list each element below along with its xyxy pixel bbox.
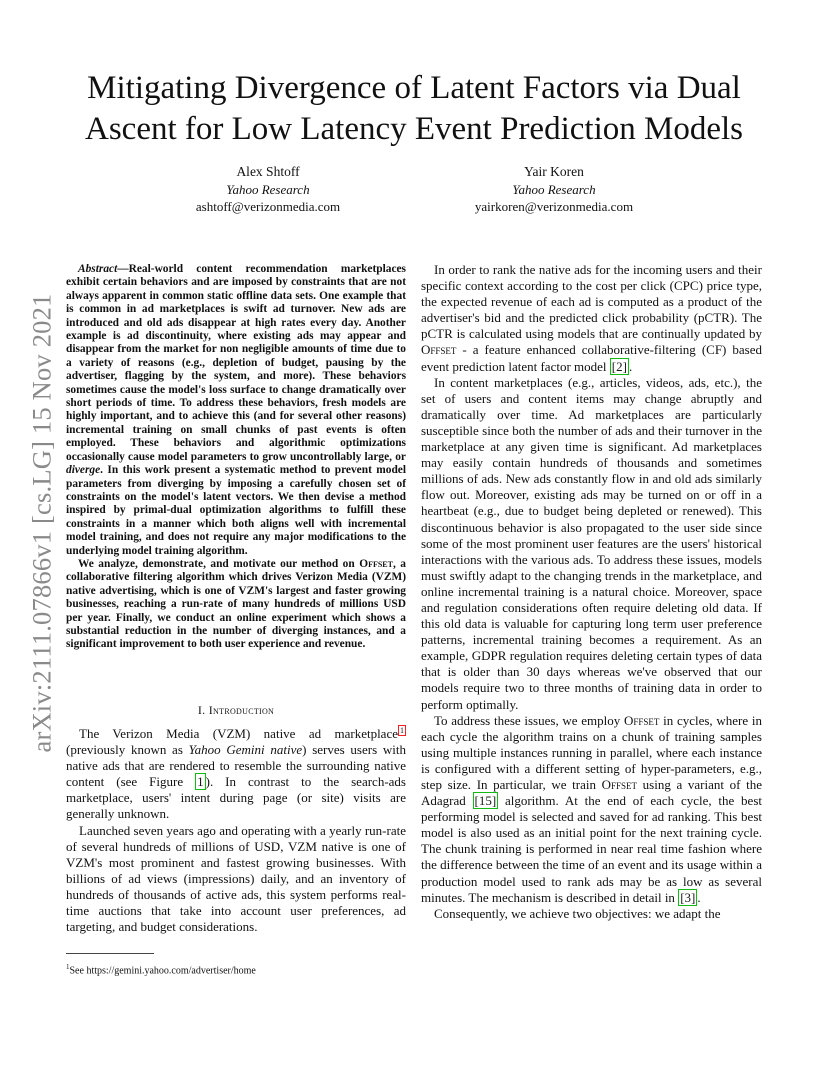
author-affiliation: Yahoo Research <box>226 181 310 197</box>
body-text: in cycles, where in each cycle the algorithm trains on a chunk of training samples using multiple instances running in parallel, where each instance is configured with a different setting of hyper-parameters, e.g., step size. In particular, we train <box>421 712 762 792</box>
body-text: - a feature enhanced collaborative-filtering (CF) based event prediction latent factor model <box>421 342 762 374</box>
right-paragraph-1 <box>421 262 762 375</box>
body-text: In order to rank the native ads for the incoming users and their specific context according to the cost per click (CPC) price type, the expected revenue of each ad is computed as a product of the advertiser's bid and the predicted click probability (pCTR). The pCTR is calculated using models that are continually updated by <box>421 262 762 342</box>
right-paragraph-3 <box>421 713 762 906</box>
author-name: Yair Koren <box>524 164 584 179</box>
arxiv-identifier: arXiv:2111.07866v1 [cs.LG] 15 Nov 2021 <box>26 292 57 753</box>
section-heading-introduction <box>66 703 406 718</box>
author-affiliation: Yahoo Research <box>512 181 596 197</box>
abstract-text: , a collaborative filtering algorithm which drives Verizon Media (VZM) native advertising, which is one of VZM's largest and faster growing businesses, reaching a run-rate of many hundreds of millions USD per year. Finally, we conduct an online experiment which shows a substantial reduction in the number of diverging instances, and a significant improvement to both user experience and revenue. <box>66 557 406 651</box>
intro-text: The Verizon Media (VZM) native ad marketplace <box>79 726 398 741</box>
author-email: ashtoff@verizonmedia.com <box>195 199 341 214</box>
intro-text: ). In contrast to the search-ads marketplace, users' intent during page (or site) visits are generally unknown. <box>66 774 406 822</box>
footnote-mark: 1 <box>66 963 70 971</box>
abstract-paragraph-1 <box>66 263 406 558</box>
intro-text: ) serves users with native ads that are rendered to resemble the surrounding native content (see Figure <box>66 742 406 790</box>
intro-text: (previously known as <box>66 742 189 758</box>
footnote <box>66 961 406 977</box>
abstract <box>66 263 406 652</box>
footnote-divider <box>66 953 154 954</box>
footnote-reference-link[interactable]: 1 <box>400 725 404 735</box>
intro-paragraph-2: Launched seven years ago and operating with a yearly run-rate of several hundreds of millions of USD, VZM native is one of VZM's most prominent and fastest growing businesses. With billions of ad views (impressions) daily, and an inventory of hundreds of thousands of active ads, this system performs real-time auctions that take into account user preferences, ad targeting, and budget considerations. <box>66 822 406 935</box>
section-title: Introduction <box>208 703 275 717</box>
abstract-paragraph-2 <box>66 558 406 652</box>
offset-name: Offset <box>421 342 457 358</box>
right-column-text <box>421 262 762 922</box>
author-block-2 <box>424 163 684 216</box>
author-block-1 <box>138 163 398 216</box>
abstract-label: Abstract <box>78 263 118 275</box>
intro-italic-text: Yahoo Gemini native <box>188 742 303 758</box>
citation-link[interactable]: [15] <box>474 793 497 809</box>
title-line-1: Mitigating Divergence of Latent Factors via Dual <box>87 70 741 106</box>
right-paragraph-2: In content marketplaces (e.g., articles, videos, ads, etc.), the set of users and content items may change abruptly and dramatically over time. Ad marketplaces are particularly susceptible since both the number of ads and their turnover in the marketplace at any given time is significant. Ad marketplaces may easily contain hundreds of thousands and sometimes millions of ads. New ads constantly flow in and old ads similarly flow out. Moreover, existing ads may be turned on or off in a heartbeat (e.g., due to budget being depleted or renewed). This discontinuous behavior is also propagated to the user side since some of the most prominent user features are the users' historical interactions with the various ads. To address these issues, models must swiftly adapt to the changing trends in the marketplace, and online incremental training is a natural choice. Moreover, space and regulation considerations often require deleting old data. If this old data is valuable for capturing long term user preference patterns, incremental training becomes a requirement. As an example, GDPR regulation requires deleting certain types of data that is older than 30 days whereas we've observed that our models require two to three months of training data in order to perform optimally. <box>421 374 762 712</box>
figure-reference-link[interactable]: 1 <box>197 774 204 790</box>
body-text: . <box>697 889 701 905</box>
footnote-text: See https://gemini.yahoo.com/advertiser/home <box>69 965 256 977</box>
author-email: yairkoren@verizonmedia.com <box>474 199 634 214</box>
section-number: I. <box>197 703 206 717</box>
introduction-text <box>66 726 406 935</box>
abstract-text: We analyze, demonstrate, and motivate our method on <box>78 557 360 570</box>
right-paragraph-4: Consequently, we achieve two objectives: we adapt the <box>434 905 721 921</box>
arxiv-identifier-sidebar <box>23 285 61 760</box>
author-name: Alex Shtoff <box>236 164 300 179</box>
body-text: . <box>628 358 633 374</box>
body-text: To address these issues, we employ <box>434 712 624 728</box>
abstract-text: —Real-world content recommendation marketplaces exhibit certain behaviors and are imposed by constraints that are not always apparent in common static offline data sets. One example that is common in ad marketplaces is swift ad turnover. New ads are introduced and old ads disappear at high rates every day. Another example is ad discontinuity, where existing ads may appear and disappear from the market for non negligible amounts of time due to a variety of reasons (e.g., depletion of budget, pausing by the advertiser, flagging by the system, and more). These behaviors sometimes cause the model's loss surface to change dramatically over short periods of time. To address these behaviors, fresh models are highly important, and to achieve this (and for several other reasons) incremental training on small chunks of past events is often employed. These behaviors and algorithmic optimizations occasionally cause model parameters to grow uncontrollably large, or <box>66 263 406 463</box>
offset-name: Offset <box>624 712 660 728</box>
citation-link[interactable]: [3] <box>680 889 696 905</box>
offset-name: Offset <box>359 557 393 570</box>
intro-paragraph-1 <box>66 726 406 823</box>
body-text: algorithm. At the end of each cycle, the best performing model is selected and saved for ad ranking. This best model is also used as an initial point for the next training cycle. The chunk training is performed in near real time fashion where the difference between the time of an event and its usage within a production model used to rank ads may be as low as several minutes. The mechanism is described in detail in <box>421 793 762 905</box>
abstract-text: . In this work present a systematic method to prevent model parameters from diverging by imposing a carefully chosen set of constraints on the model's latent vectors. We then devise a method inspired by primal-dual optimization algorithms to fulfill these constraints in a manner which both aligns well with incremental model training, and does not require any major modifications to the underlying model training algorithm. <box>66 464 406 557</box>
citation-link[interactable]: [2] <box>611 358 627 374</box>
body-text: using a variant of the Adagrad <box>421 777 763 809</box>
abstract-emphasis: diverge <box>66 464 101 477</box>
paper-title <box>60 68 768 150</box>
offset-name: Offset <box>601 777 638 792</box>
title-line-2: Ascent for Low Latency Event Prediction Models <box>85 111 743 147</box>
